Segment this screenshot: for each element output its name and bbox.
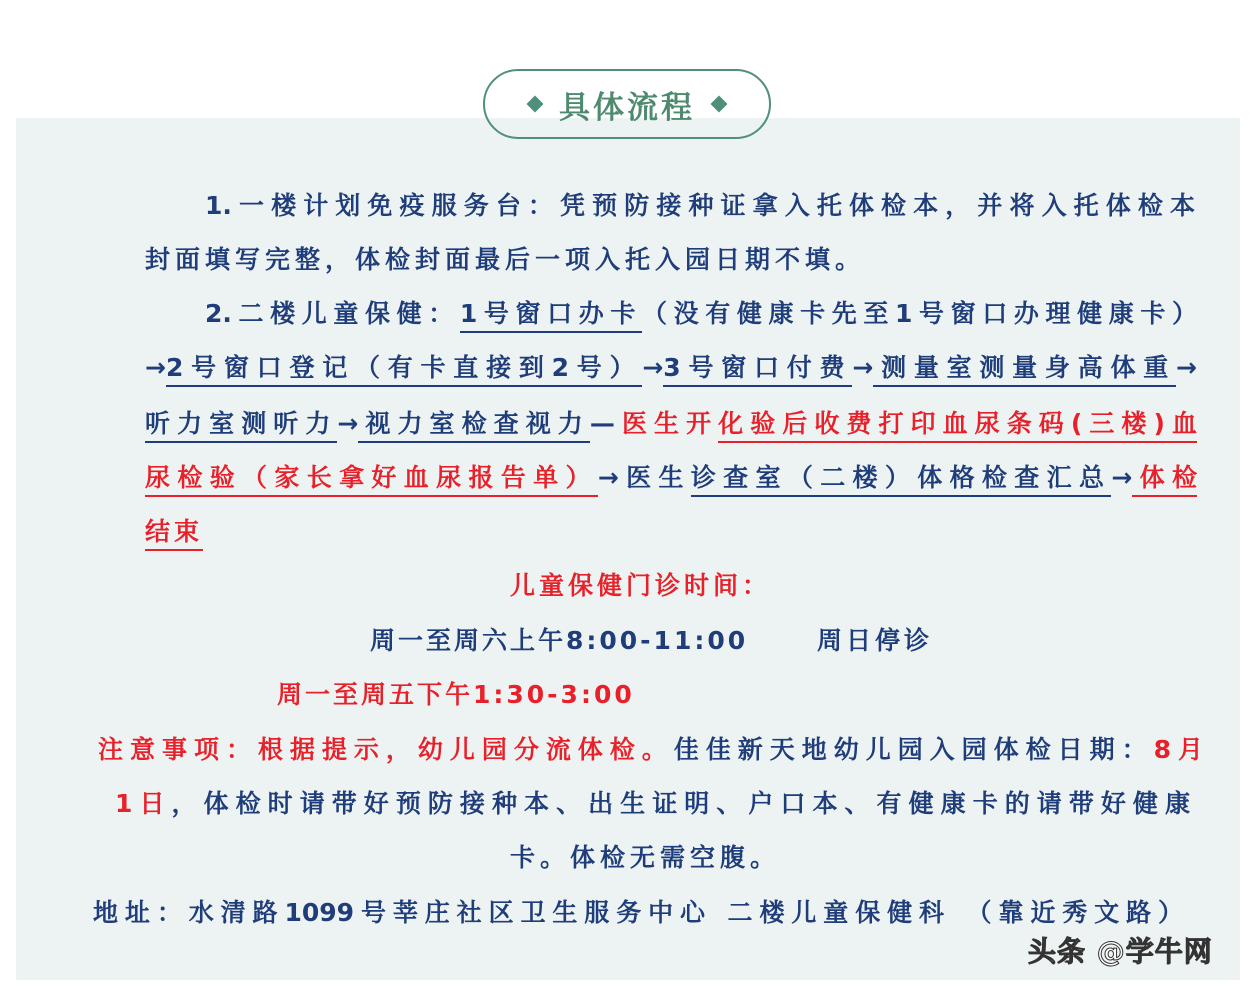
notice-line3: 卡。体检无需空腹。: [510, 843, 781, 872]
step-window1: 1号窗口办卡: [460, 299, 642, 333]
diamond-icon: [527, 96, 544, 113]
step-window1-note: （没有健康卡先至1号窗口办理健康卡）: [642, 299, 1197, 328]
step-window3: 3号窗口付费: [663, 353, 852, 387]
arrow: →: [145, 353, 166, 382]
arrow: →: [337, 409, 359, 438]
notice-line1: [98, 733, 1203, 767]
notice-text: ，体检时请带好预防接种本、出生证明、户口本、有健康卡的请带好健康: [171, 789, 1190, 818]
diamond-icon: [711, 96, 728, 113]
hours-sunday: 周日停诊: [817, 626, 934, 655]
section-title: 具体流程: [559, 89, 695, 126]
hours-morning: 周一至周六上午8:00-11:00: [370, 626, 749, 655]
watermark: 头条 @学牛网: [1028, 935, 1213, 968]
hours-heading: 儿童保健门诊时间：: [510, 571, 772, 600]
step-measure: 测量室测量身高体重: [873, 353, 1176, 387]
notice-date-label: 佳佳新天地幼儿园入园体检日期：: [673, 735, 1154, 764]
step-vision: 视力室检查视力: [358, 409, 590, 443]
step2-line1: [205, 297, 1197, 331]
step1-line1: 1.一楼计划免疫服务台：凭预防接种证拿入托体检本，并将入托体检本: [205, 191, 1195, 220]
arrow: →: [1111, 463, 1133, 492]
step-lab-a: 医生开: [614, 409, 719, 438]
arrow: →: [852, 353, 874, 382]
step2-line2: [145, 351, 1197, 385]
step-lab-b: 化验后收费打印血尿条码(三楼)血: [718, 409, 1197, 443]
step2-label: 2.二楼儿童保健：: [205, 299, 460, 328]
notice-label: 注意事项：根据提示，幼儿园分流体检。: [98, 735, 674, 764]
arrow: →: [642, 353, 664, 382]
arrow-doctor: →医生: [597, 463, 691, 492]
dash: —: [589, 409, 615, 438]
step-hearing: 听力室测听力: [145, 409, 337, 443]
step-window2: 2号窗口登记（有卡直接到2号）: [166, 353, 642, 387]
notice-date-a: 8月: [1153, 735, 1203, 764]
step2-line3: [145, 407, 1197, 441]
step2-line5: [145, 515, 203, 549]
step-end-a: 体检: [1132, 463, 1197, 497]
address: 地址：水清路1099号莘庄社区卫生服务中心 二楼儿童保健科 （靠近秀文路）: [93, 898, 1183, 927]
step2-line4: [145, 461, 1197, 495]
section-title-badge: [483, 69, 771, 139]
step1-line2: 封面填写完整，体检封面最后一项入托入园日期不填。: [145, 245, 866, 274]
arrow: →: [1176, 353, 1197, 382]
step-end-b: 结束: [145, 517, 203, 551]
step-exam-summary: 诊查室（二楼）体格检查汇总: [691, 463, 1112, 497]
step-urine-test: 尿检验（家长拿好血尿报告单）: [145, 463, 598, 497]
notice-line2: [115, 787, 1190, 821]
hours-afternoon: 周一至周五下午1:30-3:00: [277, 680, 635, 709]
notice-date-b: 1日: [115, 789, 172, 818]
